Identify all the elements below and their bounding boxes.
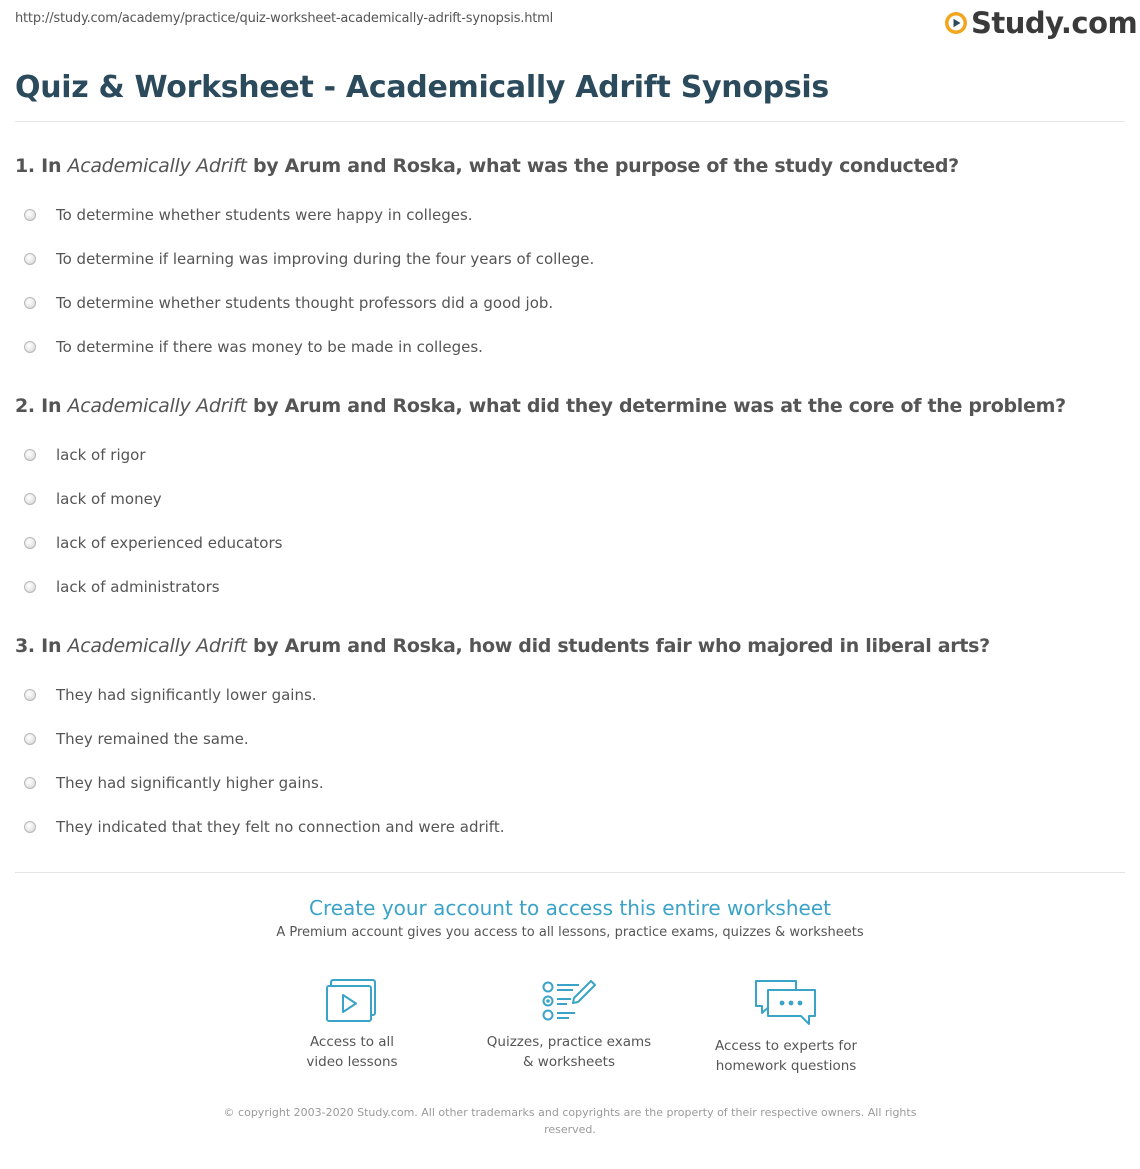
video-icon	[326, 978, 378, 1024]
radio-button[interactable]	[24, 821, 36, 833]
feature-label: Access to experts for homework questions	[714, 1038, 857, 1074]
question-text: 3. In Academically Adrift by Arum and Roska, how did students fair who majored in liberal arts?	[15, 635, 990, 657]
answer-option[interactable]: To determine whether students were happy in colleges.	[15, 193, 1125, 237]
answer-option[interactable]: They had significantly higher gains.	[15, 761, 1125, 805]
radio-button[interactable]	[24, 209, 36, 221]
signup-cta	[0, 896, 1140, 940]
question-text: 2. In Academically Adrift by Arum and Roska, what did they determine was at the core of the problem?	[15, 395, 1066, 417]
quiz-list-icon	[541, 978, 597, 1024]
book-title: Academically Adrift	[67, 635, 247, 657]
cta-subtitle: A Premium account gives you access to all lessons, practice exams, quizzes & worksheets	[276, 925, 864, 940]
answer-list	[15, 193, 1125, 369]
radio-button[interactable]	[24, 297, 36, 309]
question-3	[15, 635, 1125, 849]
radio-button[interactable]	[24, 537, 36, 549]
answer-option[interactable]: They remained the same.	[15, 717, 1125, 761]
radio-button[interactable]	[24, 253, 36, 265]
answer-option[interactable]: lack of experienced educators	[15, 521, 1125, 565]
divider	[15, 121, 1125, 122]
feature-label: Quizzes, practice exams & worksheets	[486, 1034, 652, 1070]
page-title: Quiz & Worksheet - Academically Adrift Synopsis	[15, 70, 829, 105]
answer-option[interactable]: To determine if learning was improving during the four years of college.	[15, 237, 1125, 281]
logo-play-icon	[944, 11, 968, 35]
divider	[15, 872, 1125, 873]
logo-text: Study.com	[971, 6, 1138, 40]
question-2	[15, 395, 1125, 609]
cta-title-link[interactable]: Create your account to access this entire worksheet	[309, 896, 831, 920]
answer-list	[15, 673, 1125, 849]
question-1	[15, 155, 1125, 369]
radio-button[interactable]	[24, 777, 36, 789]
answer-option[interactable]: They indicated that they felt no connection and were adrift.	[15, 805, 1125, 849]
radio-button[interactable]	[24, 341, 36, 353]
radio-button[interactable]	[24, 733, 36, 745]
answer-option[interactable]: They had significantly lower gains.	[15, 673, 1125, 717]
answer-option[interactable]: To determine whether students thought professors did a good job.	[15, 281, 1125, 325]
feature-experts	[676, 978, 896, 1076]
radio-button[interactable]	[24, 493, 36, 505]
radio-button[interactable]	[24, 449, 36, 461]
top-bar	[0, 0, 1140, 50]
question-text: 1. In Academically Adrift by Arum and Roska, what was the purpose of the study conducted?	[15, 155, 959, 177]
answer-option[interactable]: To determine if there was money to be made in colleges.	[15, 325, 1125, 369]
radio-button[interactable]	[24, 689, 36, 701]
study-logo[interactable]	[944, 6, 1137, 40]
book-title: Academically Adrift	[67, 395, 247, 417]
chat-bubbles-icon	[754, 978, 818, 1028]
feature-label: Access to all video lessons	[306, 1034, 398, 1070]
answer-option[interactable]: lack of money	[15, 477, 1125, 521]
book-title: Academically Adrift	[67, 155, 247, 177]
radio-button[interactable]	[24, 581, 36, 593]
copyright-footer: © copyright 2003-2020 Study.com. All other trademarks and copyrights are the property of their respective owners. All rights reserved.	[223, 1106, 917, 1136]
feature-video-lessons	[242, 978, 462, 1072]
answer-list	[15, 433, 1125, 609]
feature-quizzes	[459, 978, 679, 1072]
answer-option[interactable]: lack of rigor	[15, 433, 1125, 477]
answer-option[interactable]: lack of administrators	[15, 565, 1125, 609]
page-url: http://study.com/academy/practice/quiz-worksheet-academically-adrift-synopsis.html	[15, 11, 554, 26]
